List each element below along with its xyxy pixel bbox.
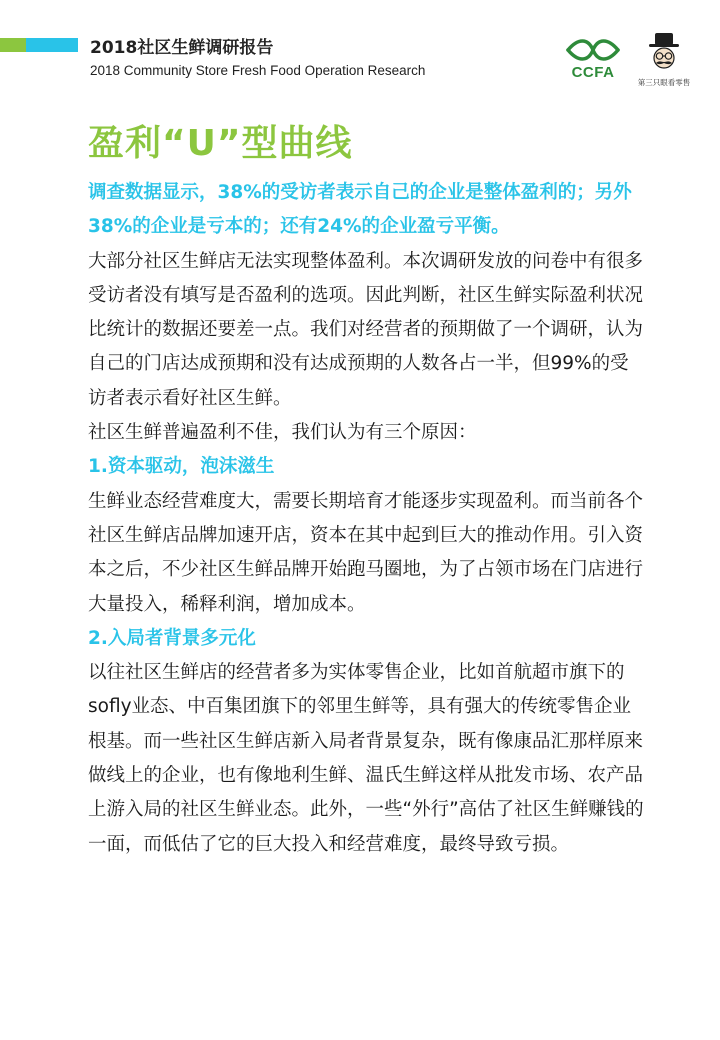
body-paragraph-3: 生鲜业态经营难度大，需要长期培育才能逐步实现盈利。而当前各个社区生鲜店品牌加速开店，资本在其中起到巨大的推动作用。引入资本之后，不少社区生鲜品牌开始跑马圈地，为了占领市场在门店进行大量投入，稀释利润，增加成本。 bbox=[88, 490, 644, 615]
mascot-logo-icon bbox=[644, 32, 684, 74]
header-accent-bar-green bbox=[0, 38, 26, 52]
section-heading-1: 1.资本驱动，泡沫滋生 bbox=[88, 456, 275, 478]
mascot-logo-text: 第三只眼看零售 bbox=[637, 78, 691, 87]
header-accent-bar-blue bbox=[26, 38, 78, 52]
report-title: 2018社区生鲜调研报告 bbox=[90, 38, 274, 58]
article-body bbox=[88, 176, 644, 862]
body-paragraph-1: 大部分社区生鲜店无法实现整体盈利。本次调研发放的问卷中有很多受访者没有填写是否盈利的选项。因此判断，社区生鲜实际盈利状况比统计的数据还要差一点。我们对经营者的预期做了一个调研，认为自己的门店达成预期和没有达成预期的人数各占一半，但99%的受访者表示看好社区生鲜。 bbox=[88, 250, 644, 409]
report-subtitle: 2018 Community Store Fresh Food Operation Research bbox=[90, 63, 426, 78]
lead-paragraph: 调查数据显示，38%的受访者表示自己的企业是整体盈利的；另外38%的企业是亏本的；还有24%的企业盈亏平衡。 bbox=[88, 182, 632, 238]
section-heading-2: 2.入局者背景多元化 bbox=[88, 627, 256, 649]
page-title: 盈利“U”型曲线 bbox=[88, 123, 353, 164]
body-paragraph-4: 以往社区生鲜店的经营者多为实体零售企业，比如首航超市旗下的sofly业态、中百集团旗下的邻里生鲜等，具有强大的传统零售企业根基。而一些社区生鲜店新入局者背景复杂，既有像康品汇那样原来做线上的企业，也有像地利生鲜、温氏生鲜这样从批发市场、农产品上游入局的社区生鲜业态。此外，一些“外行”高估了社区生鲜赚钱的一面，而低估了它的巨大投入和经营难度，最终导致亏损。 bbox=[88, 662, 644, 855]
body-paragraph-2: 社区生鲜普遍盈利不佳，我们认为有三个原因： bbox=[88, 422, 477, 444]
ccfa-logo-text: CCFA bbox=[571, 64, 615, 81]
